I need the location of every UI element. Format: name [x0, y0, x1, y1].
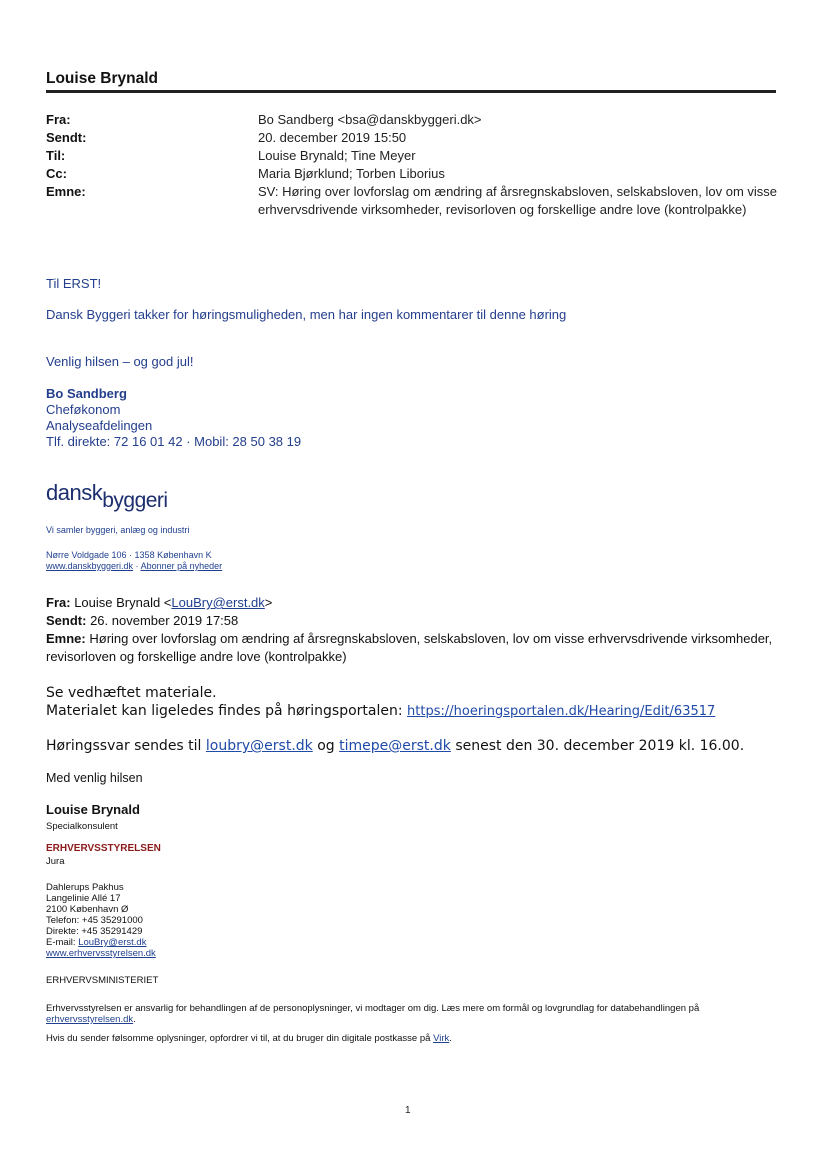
deadline-prefix: Høringssvar sendes til	[46, 738, 202, 754]
forwarded-signature-title: Specialkonsulent	[46, 821, 118, 832]
subject-value: SV: Høring over lovforslag om ændring af årsregnskabsloven, selskabsloven, lov om visse erhvervsdrivende virksomheder, revisorloven og forskellige andre love (kontrolpakke)	[258, 184, 778, 217]
email-link-loubry[interactable]: loubry@erst.dk	[205, 738, 313, 754]
logo-sub-text: byggeri	[102, 489, 168, 512]
from-value: Bo Sandberg <bsa@danskbyggeri.dk>	[258, 112, 482, 127]
sent-value: 20. december 2019 15:50	[258, 130, 407, 145]
sent-label: Sendt:	[46, 130, 87, 145]
reply-signature-title: Cheføkonom	[46, 402, 121, 417]
forwarded-subject-value: Høring over lovforslag om ændring af årsregnskabsloven, selskabsloven, lov om visse erhvervsdrivende virksomheder, revisorloven og forskellige andre love (kontrolpakke)	[46, 631, 773, 664]
direct-phone-line: Direkte: +45 35291429	[46, 926, 143, 937]
reply-signature-dept: Analyseafdelingen	[46, 418, 153, 433]
ministry-name: ERHVERVSMINISTERIET	[46, 975, 159, 986]
agency-website-line	[46, 948, 156, 959]
reply-greeting: Til ERST!	[46, 276, 102, 291]
deadline-og: og	[317, 738, 335, 754]
forwarded-line1: Se vedhæftet materiale.	[46, 685, 217, 701]
agency-email-link[interactable]: LouBry@erst.dk	[78, 937, 147, 948]
forwarded-subject	[46, 630, 786, 666]
email-line	[46, 937, 146, 948]
subject-label: Emne:	[46, 184, 86, 199]
hearing-portal-link[interactable]: https://hoeringsportalen.dk/Hearing/Edit/63517	[407, 704, 716, 719]
privacy-text-2-end: .	[449, 1033, 452, 1044]
company-address: Nørre Voldgade 106 · 1358 København K	[46, 550, 212, 560]
privacy-text-2: Hvis du sender følsomme oplysninger, opfordrer vi til, at du bruger din digitale postkasse på	[46, 1033, 431, 1044]
forwarded-line2-text: Materialet kan ligeledes findes på høringsportalen:	[46, 703, 403, 719]
to-label: Til:	[46, 148, 66, 163]
reply-closing: Venlig hilsen – og god jul!	[46, 354, 194, 369]
logo-main-text: dansk	[46, 480, 103, 505]
forwarded-closing: Med venlig hilsen	[46, 771, 143, 785]
agency-website-link[interactable]: www.erhvervsstyrelsen.dk	[46, 948, 156, 959]
mailbox-owner-name: Louise Brynald	[46, 70, 158, 87]
reply-signature-phone: Tlf. direkte: 72 16 01 42 · Mobil: 28 50 38 19	[46, 434, 302, 449]
cc-value: Maria Bjørklund; Torben Liborius	[258, 166, 445, 181]
forwarded-signature-name: Louise Brynald	[46, 802, 140, 817]
deadline-line	[46, 738, 744, 754]
link-separator: ·	[133, 561, 141, 571]
reply-signature-name: Bo Sandberg	[46, 386, 127, 401]
forwarded-from-label: Fra:	[46, 595, 71, 610]
forwarded-from	[46, 594, 786, 612]
privacy-notice-2	[46, 1033, 781, 1044]
dansk-byggeri-logo	[46, 480, 168, 512]
email-link-timepe[interactable]: timepe@erst.dk	[339, 738, 451, 754]
agency-division: Jura	[46, 856, 65, 867]
company-website-link[interactable]: www.danskbyggeri.dk	[46, 561, 134, 571]
email-line-label: E-mail:	[46, 937, 76, 948]
forwarded-sent	[46, 612, 786, 630]
privacy-link[interactable]: erhvervsstyrelsen.dk	[46, 1014, 134, 1025]
forwarded-sent-value: 26. november 2019 17:58	[90, 613, 239, 628]
cc-label: Cc:	[46, 166, 67, 181]
forwarded-subject-label: Emne:	[46, 631, 86, 646]
forwarded-from-email-link[interactable]: LouBry@erst.dk	[171, 595, 265, 610]
address-line3: 2100 København Ø	[46, 904, 129, 915]
privacy-notice	[46, 1003, 781, 1025]
virk-link[interactable]: Virk	[433, 1033, 450, 1044]
forwarded-line2	[46, 703, 715, 719]
phone-line: Telefon: +45 35291000	[46, 915, 143, 926]
reply-message: Dansk Byggeri takker for høringsmuligheden, men har ingen kommentarer til denne høring	[46, 307, 567, 322]
from-label: Fra:	[46, 112, 71, 127]
to-value: Louise Brynald; Tine Meyer	[258, 148, 416, 163]
newsletter-link[interactable]: Abonner på nyheder	[140, 561, 223, 571]
address-line1: Dahlerups Pakhus	[46, 882, 124, 893]
header-rule	[46, 90, 776, 93]
forwarded-from-name: Louise Brynald <	[74, 595, 172, 610]
privacy-text-1-end: .	[133, 1014, 136, 1025]
forwarded-sent-label: Sendt:	[46, 613, 87, 628]
company-links	[46, 561, 222, 571]
deadline-suffix: senest den 30. december 2019 kl. 16.00.	[455, 738, 745, 754]
logo-tagline: Vi samler byggeri, anlæg og industri	[46, 525, 190, 535]
privacy-text-1: Erhvervsstyrelsen er ansvarlig for behandlingen af de personoplysninger, vi modtager om dig. Læs mere om formål og lovgrundlag for databehandlingen på	[46, 1003, 700, 1014]
page-number: 1	[405, 1105, 411, 1116]
forwarded-from-end: >	[264, 595, 273, 610]
address-line2: Langelinie Allé 17	[46, 893, 121, 904]
agency-name: ERHVERVSSTYRELSEN	[46, 843, 161, 854]
